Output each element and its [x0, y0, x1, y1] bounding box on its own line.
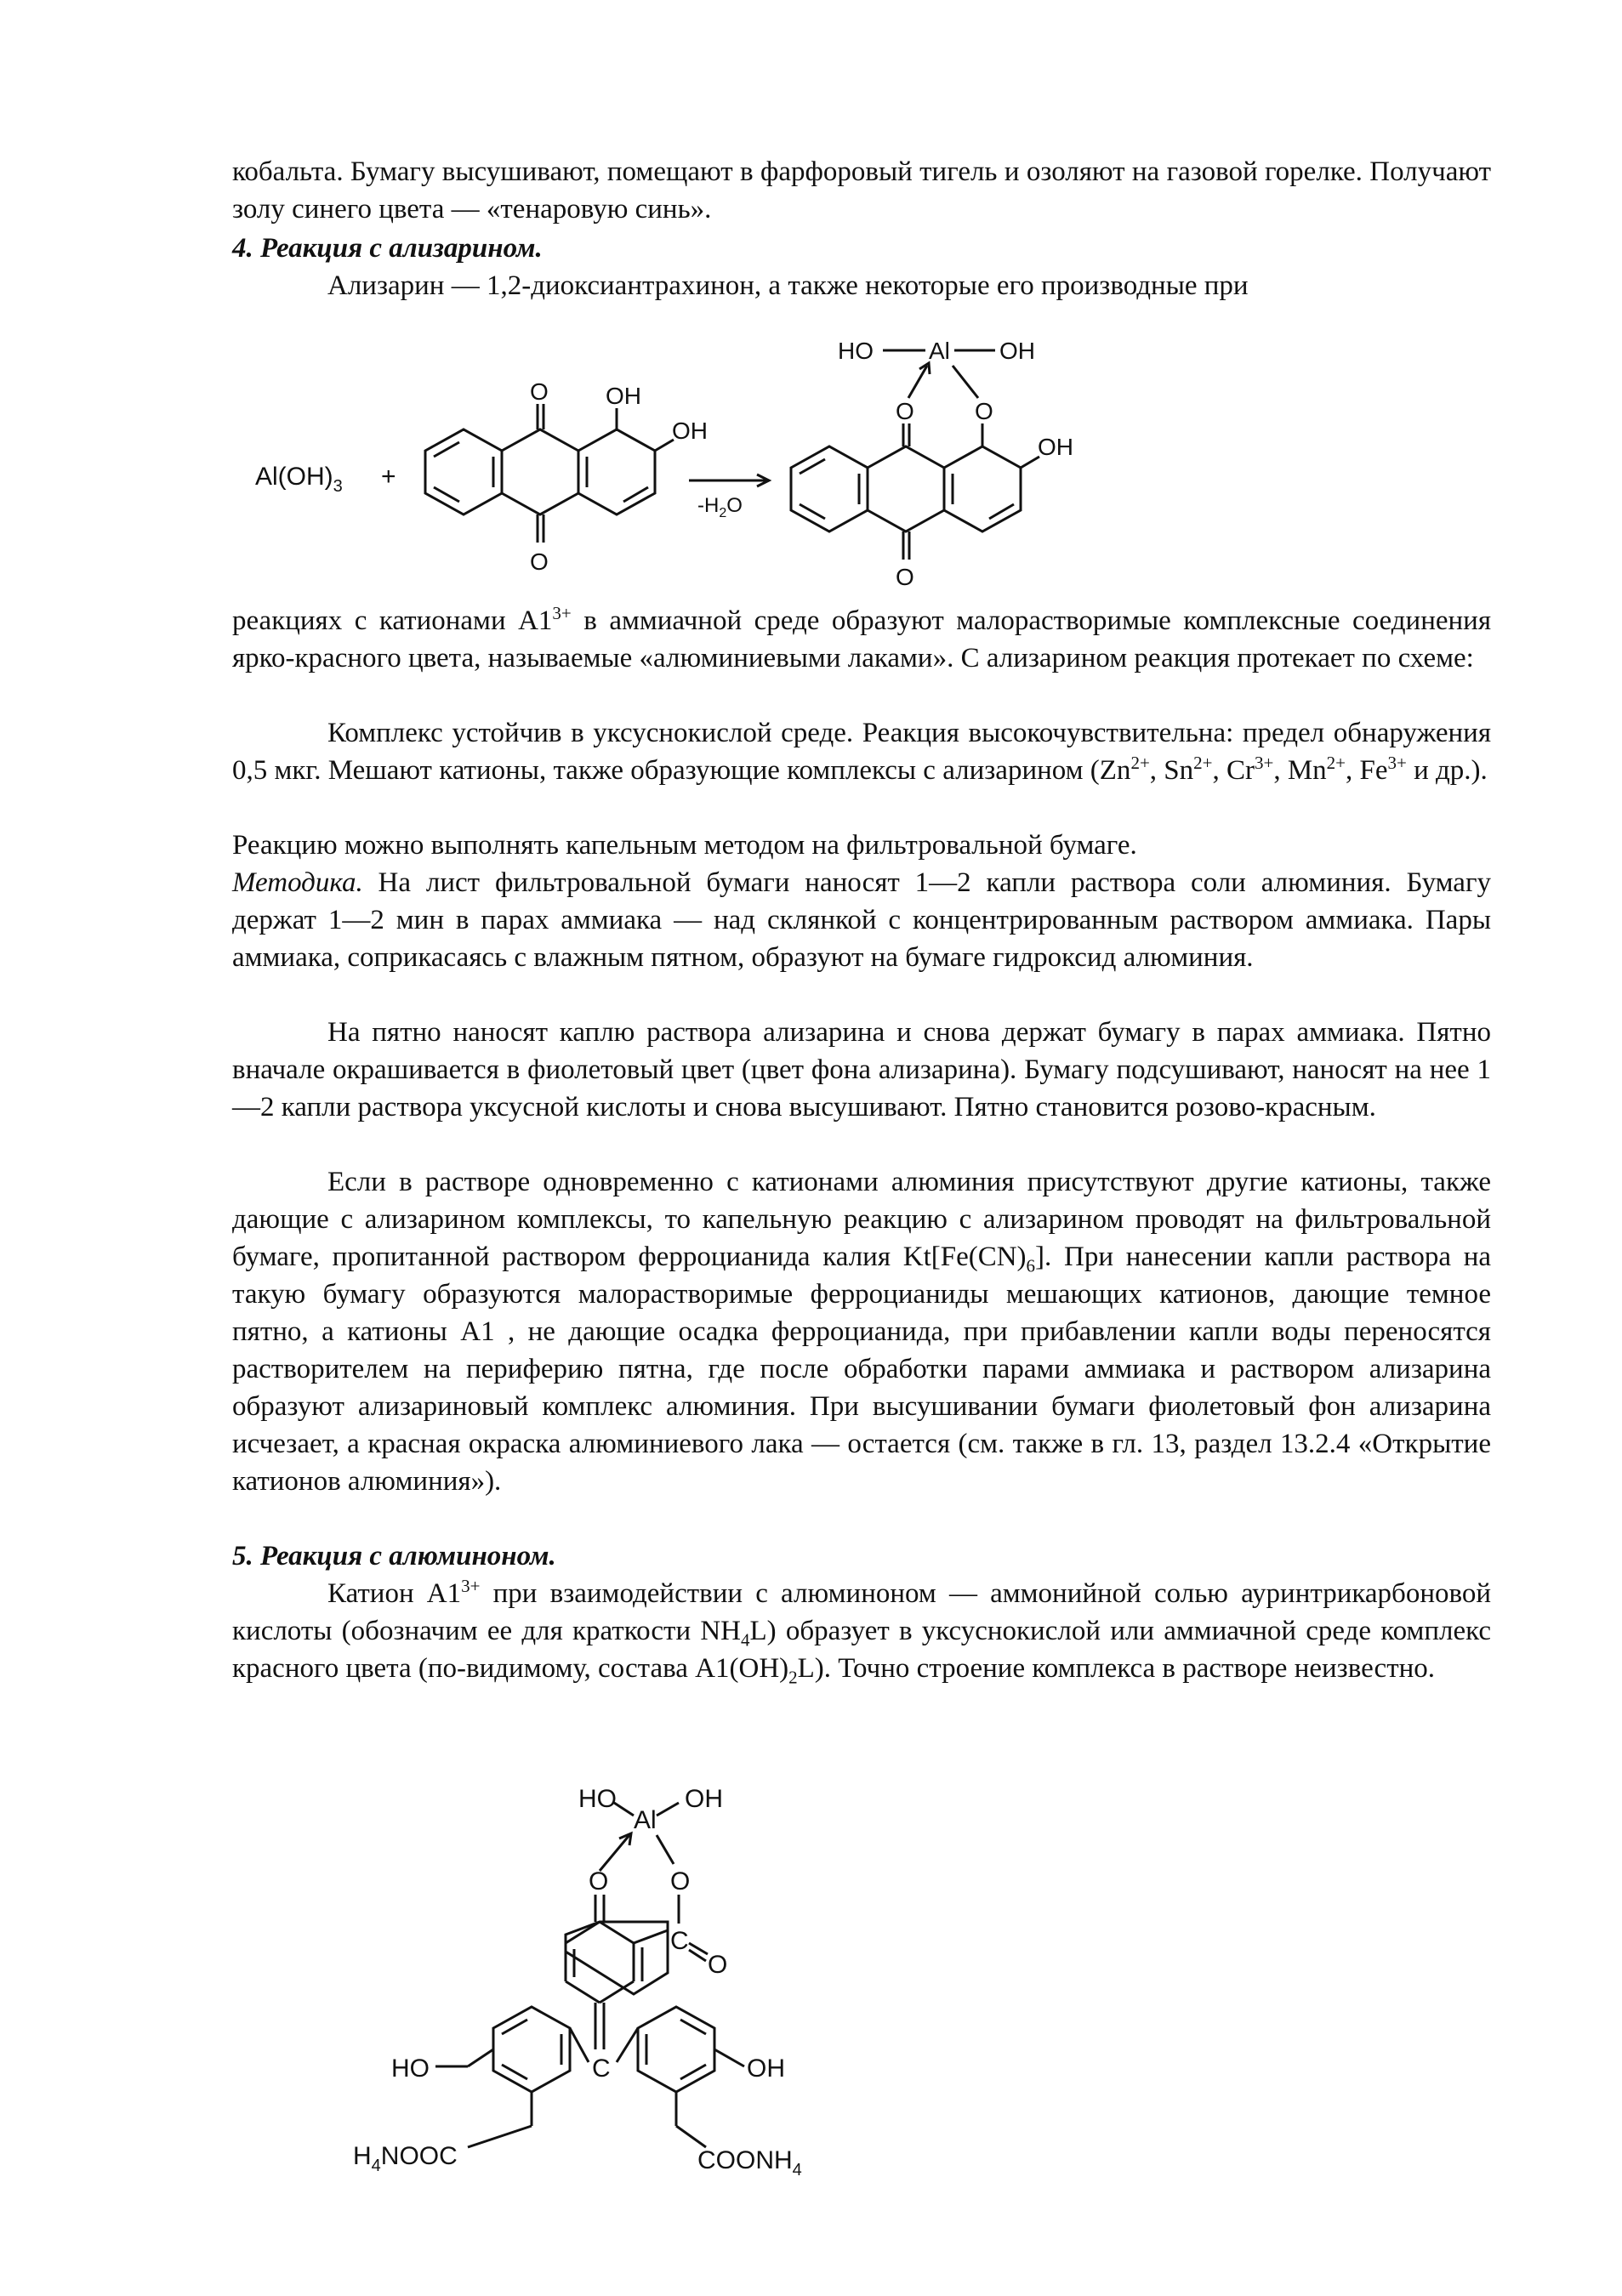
paragraph-text: реакциях с катионами $A1^{3+}$ в аммиачной среде образуют малорастворимые комплексные соединения ярко-красного цвета, называемые «алюминиевыми лаками». С ализарином реакция протекает по схеме:: [232, 603, 1491, 673]
svg-text:HO: HO: [838, 338, 874, 364]
svg-text:OH: OH: [1038, 434, 1073, 460]
svg-text:C: C: [592, 2054, 611, 2083]
paragraph-alizarin-drop: [232, 1014, 1491, 1126]
paragraph-text: Методика. На лист фильтровальной бумаги наносят 1—2 капли раствора соли алюминия. Бумагу держат 1—2 мин в парах аммиака — над склянкой с концентрированным раствором аммиака. Пары аммиака, соприкасаясь с влажным пятном, образуют на бумаге гидроксид алюминия.: [232, 867, 1491, 973]
reaction-arrow: [689, 475, 769, 520]
paragraph-aluminon: [232, 1575, 1491, 1687]
svg-text:OH: OH: [685, 1785, 723, 1813]
left-phenyl-ring: [468, 2007, 589, 2126]
svg-text:Al: Al: [929, 338, 950, 364]
svg-text:O: O: [896, 398, 914, 424]
svg-text:OH: OH: [999, 338, 1035, 364]
paragraph-text: кобальта. Бумагу высушивают, помещают в фарфоровый тигель и озоляют на газовой горелке. Получают золу синего цвета — «тенаровую синь».: [232, 156, 1491, 224]
heading-alizarin: [232, 230, 1491, 267]
paragraph-text: Реакцию можно выполнять капельным методом на фильтровальной бумаге.: [232, 830, 1137, 861]
left-ester-group: $H_4NOOC$: [353, 2142, 458, 2175]
svg-text:O: O: [530, 548, 549, 575]
paragraph-cobalt: [232, 153, 1491, 228]
paragraph-interfering-cations: [232, 1163, 1491, 1500]
svg-text:OH: OH: [747, 2054, 785, 2083]
paragraph-drop-method: [232, 827, 1491, 864]
alizarin-reaction-scheme: [230, 323, 1165, 604]
svg-text:O: O: [708, 1951, 728, 1979]
section-heading: 4. Реакция с ализарином.: [232, 233, 543, 264]
paragraph-method: [232, 864, 1491, 976]
paragraph-text: Комплекс устойчив в уксуснокислой среде. Реакция высокочувствительна: предел обнаружения 0,5 мкг. Мешают катионы, также образующие комплексы с ализарином ($Zn^{2+}$, $Sn^{2+}$, $Cr^{3+}$, $Mn^{2+}$, $Fe^{3+}$ и др.).: [232, 718, 1491, 786]
svg-text:O: O: [670, 1867, 691, 1895]
svg-text:OH: OH: [672, 418, 708, 444]
reagent-formula: $Al(OH)_3$: [255, 463, 343, 496]
svg-text:O: O: [530, 378, 549, 405]
svg-text:OH: OH: [606, 383, 641, 409]
paragraph-alizarin-intro: [232, 267, 1491, 304]
svg-text:O: O: [975, 398, 993, 424]
paragraph-complex-stability: [232, 714, 1491, 789]
paragraph-text: Если в растворе одновременно с катионами алюминия присутствуют другие катионы, также дающие с ализарином комплексы, то капельную реакцию с ализарином проводят на фильтровальной бумаге, пропитанной раствором ферроцианида калия $Kt[Fe(CN)_6]$. При нанесении капли раствора на такую бумагу образуются малорастворимые ферроцианиды мешающих катионов, дающие темное пятно, а катионы A1 , не дающие осадка ферроцианида, при прибавлении капли воды переносятся растворителем на периферию пятна, где после обработки парами аммиака и раствором ализарина образуют ализариновый комплекс алюминия. При высушивании бумаги фиолетовый фон ализарина исчезает, а красная окраска алюминиевого лака — остается (см. также в гл. 13, раздел 13.2.4 «Открытие катионов алюминия»).: [232, 1167, 1491, 1497]
paragraph-text: Ализарин — 1,2-диоксиантрахинон, а также некоторые его производные при: [327, 270, 1249, 301]
plus-sign: +: [381, 463, 396, 491]
right-ester-group: $COONH_4$: [697, 2146, 802, 2179]
method-label: Методика.: [232, 867, 363, 898]
right-phenyl-ring: [617, 2007, 744, 2147]
alizarin-molecule: [425, 378, 708, 575]
paragraph-text: Катион $A1^{3+}$ при взаимодействии с алюминоном — аммонийной солью ауринтрикарбоновой кислоты (обозначим ее для краткости $NH_4L$) образует в уксуснокислой или аммиачной среде комплекс красного цвета (по-видимому, состава $A1(OH)_2L$). Точно строение комплекса в растворе неизвестно.: [232, 1576, 1491, 1688]
arrow-label: $-H_2O$: [697, 494, 743, 520]
svg-text:HO: HO: [578, 1785, 617, 1813]
alizarin-aluminum-complex: [791, 338, 1073, 590]
svg-text:O: O: [896, 564, 914, 590]
svg-text:HO: HO: [391, 2054, 430, 2083]
paragraph-alizarin-lakes: [232, 602, 1491, 677]
svg-text:O: O: [589, 1867, 609, 1895]
svg-text:Al: Al: [634, 1806, 657, 1834]
ion-list: $Zn^{2+}$, $Sn^{2+}$, $Cr^{3+}$, $Mn^{2+}$, $Fe^{3+}$: [1099, 753, 1407, 786]
paragraph-text: На пятно наносят каплю раствора ализарина и снова держат бумагу в парах аммиака. Пятно вначале окрашивается в фиолетовый цвет (цвет фона ализарина). Бумагу подсушивают, наносят на нее 1—2 капли раствора уксусной кислоты и снова высушивают. Пятно становится розово-красным.: [232, 1017, 1491, 1122]
aluminon-complex-structure: [340, 1769, 936, 2194]
heading-aluminon: [232, 1537, 1491, 1575]
section-heading: 5. Реакция с алюминоном.: [232, 1541, 556, 1571]
svg-text:C: C: [670, 1927, 689, 1955]
